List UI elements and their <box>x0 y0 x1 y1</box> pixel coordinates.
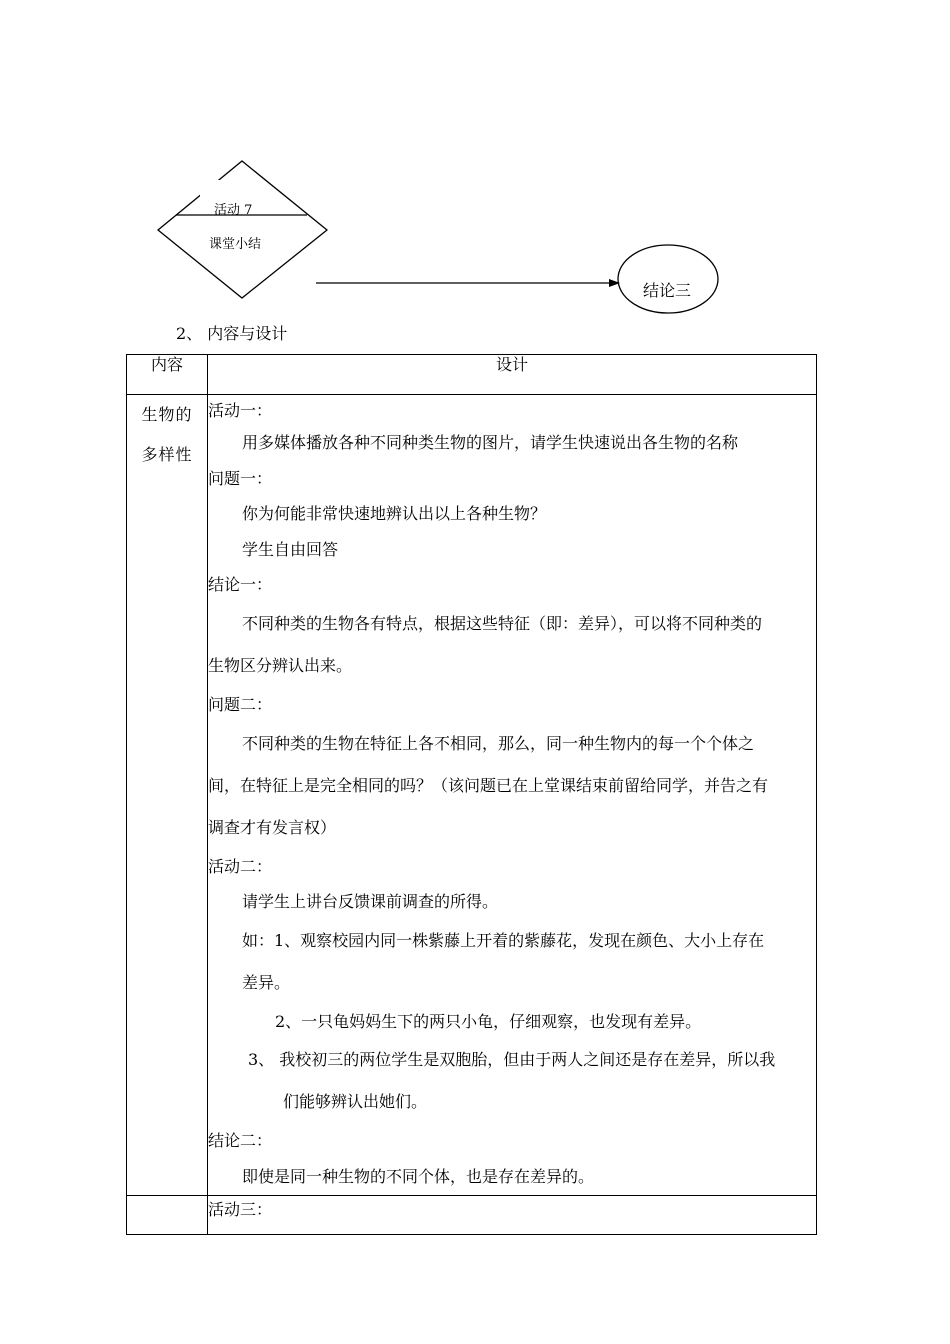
design-line: 用多媒体播放各种不同种类生物的图片，请学生快速说出各生物的名称 <box>242 433 739 452</box>
design-line: 们能够辨认出她们。 <box>283 1092 428 1112</box>
design-line: 活动三： <box>208 1199 273 1219</box>
table-row <box>127 1195 817 1234</box>
design-line: 结论二： <box>208 1131 273 1151</box>
category-line-2: 多样性 <box>141 445 193 464</box>
diamond-top-label: 活动 7 <box>214 203 253 218</box>
design-line: 差异。 <box>242 972 291 992</box>
design-line: 结论一： <box>208 575 273 595</box>
conclusion-circle <box>618 245 718 313</box>
diamond-bottom-label: 课堂小结 <box>209 237 262 252</box>
design-line: 活动一： <box>208 401 273 420</box>
design-line: 不同种类的生物在特征上各不相同，那么，同一种生物内的每一个个体之 <box>242 733 755 753</box>
category-line-1: 生物的 <box>141 405 193 424</box>
design-line: 学生自由回答 <box>242 539 339 559</box>
conclusion-circle-label: 结论三 <box>643 281 692 300</box>
section-title: 2、 内容与设计 <box>176 324 288 343</box>
design-line: 生物区分辨认出来。 <box>208 655 353 675</box>
content-design-table <box>126 354 817 1235</box>
design-line: 如：1、观察校园内同一株紫藤上开着的紫藤花，发现在颜色、大小上存在 <box>242 930 765 950</box>
design-line: 2、一只龟妈妈生下的两只小龟，仔细观察，也发现有差异。 <box>275 1011 702 1031</box>
design-line: 不同种类的生物各有特点，根据这些特征（即：差异），可以将不同种类的 <box>242 613 763 633</box>
header-design: 设计 <box>208 355 817 395</box>
design-line: 活动二： <box>208 856 273 876</box>
design-line: 问题一： <box>208 468 273 488</box>
flow-diagram-shapes <box>0 0 950 320</box>
design-line: 间，在特征上是完全相同的吗？（该问题已在上堂课结束前留给同学，并告之有 <box>208 775 769 795</box>
design-cell <box>208 395 817 1196</box>
design-line: 即使是同一种生物的不同个体，也是存在差异的。 <box>242 1166 595 1186</box>
category-cell <box>127 395 208 1196</box>
header-content: 内容 <box>127 355 208 395</box>
design-cell <box>208 1195 817 1234</box>
table-header-row <box>127 355 817 395</box>
design-line: 调查才有发言权） <box>208 817 337 837</box>
design-line: 问题二： <box>208 694 273 714</box>
design-line: 请学生上讲台反馈课前调查的所得。 <box>242 892 499 912</box>
flow-diagram <box>0 0 950 320</box>
activity-diamond <box>158 161 327 298</box>
table-row <box>127 395 817 1196</box>
design-line: 3、 我校初三的两位学生是双胞胎，但由于两人之间还是存在差异，所以我 <box>248 1050 776 1070</box>
design-line: 你为何能非常快速地辨认出以上各种生物？ <box>242 504 547 524</box>
category-cell-empty <box>127 1195 208 1234</box>
